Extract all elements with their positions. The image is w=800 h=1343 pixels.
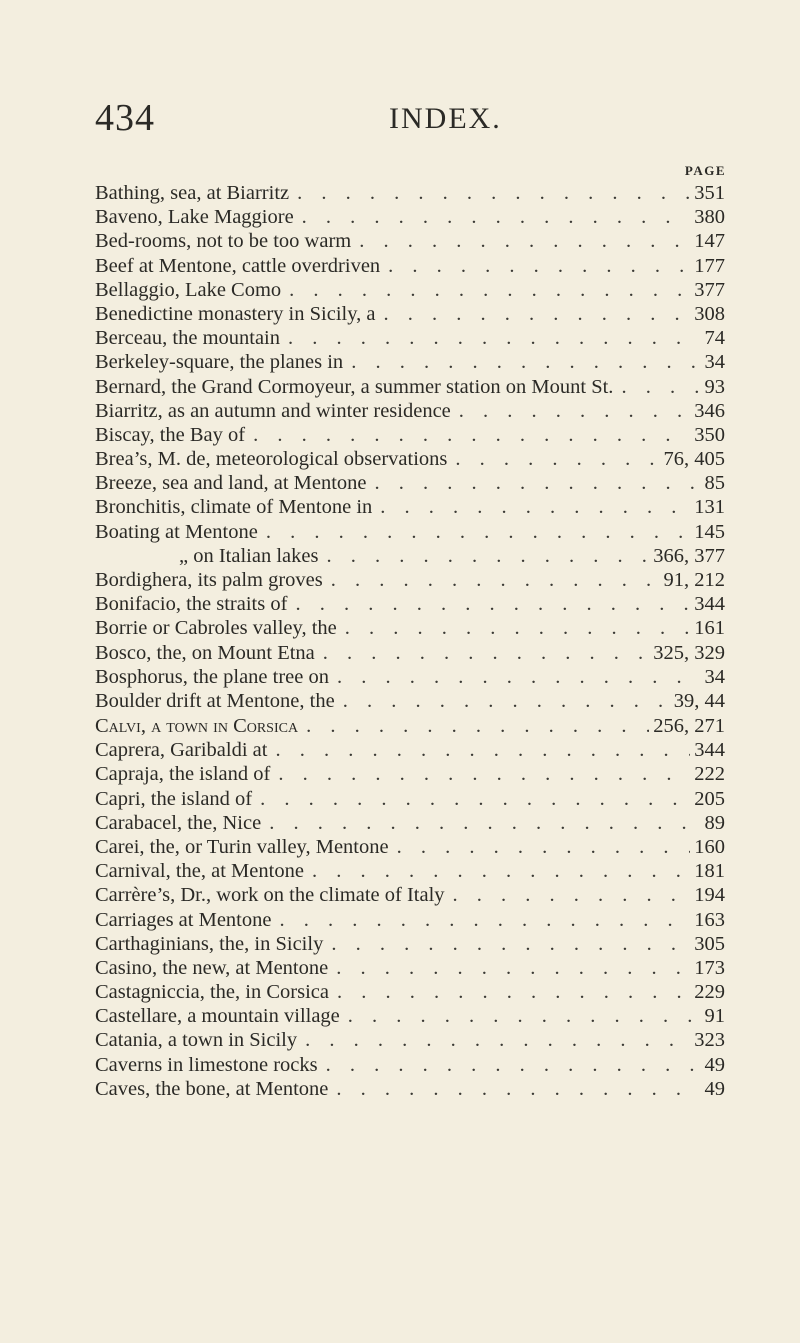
index-group-b [95, 181, 725, 713]
dot-leader [380, 495, 690, 519]
entry-text: Capraja, the island of [95, 763, 271, 786]
index-entry [95, 278, 725, 302]
dot-leader [312, 859, 690, 883]
entry-page: 194 [694, 884, 725, 907]
entry-text: Baveno, Lake Maggiore [95, 206, 294, 229]
dot-leader [253, 423, 690, 447]
dot-leader [336, 956, 690, 980]
entry-page: 229 [694, 981, 725, 1004]
dot-leader [289, 278, 690, 302]
entry-text: „ on Italian lakes [179, 544, 319, 567]
dot-leader [345, 616, 691, 640]
entry-text: Berceau, the mountain [95, 327, 281, 350]
entry-page: 380 [694, 206, 725, 229]
entry-text: Caprera, Garibaldi at [95, 739, 268, 762]
entry-page: 93 [704, 375, 725, 398]
entry-text: Bellaggio, Lake Como [95, 278, 282, 301]
dot-leader [351, 350, 700, 374]
entry-text: Calvi, a town in Corsica [95, 715, 299, 737]
entry-text: Boating at Mentone [95, 520, 258, 543]
dot-leader [278, 762, 690, 786]
dot-leader [331, 568, 660, 592]
index-entry [95, 1053, 725, 1077]
dot-leader [331, 932, 690, 956]
entry-page: 308 [694, 302, 725, 325]
entry-text: Bed-rooms, not to be too warm [95, 230, 352, 253]
index-entry [95, 665, 725, 689]
entry-page: 91 [704, 1005, 725, 1028]
dot-leader [260, 787, 690, 811]
page-column-label: PAGE [684, 163, 726, 178]
dot-leader [348, 1004, 701, 1028]
entry-page: 344 [694, 593, 725, 616]
index-entry [95, 1004, 725, 1028]
entry-page: 76, 405 [663, 448, 725, 471]
entry-page: 49 [704, 1077, 725, 1100]
entry-page: 325, 329 [653, 641, 725, 664]
dot-leader [266, 520, 690, 544]
entry-text: Carthaginians, the, in Sicily [95, 932, 324, 955]
index-entry [95, 859, 725, 883]
entry-page: 49 [704, 1053, 725, 1076]
index-entry [95, 641, 725, 665]
entry-page: 222 [694, 763, 725, 786]
entry-text: Carriages at Mentone [95, 908, 272, 931]
dot-leader [269, 811, 700, 835]
entry-text: Boulder drift at Mentone, the [95, 689, 335, 712]
index-entry [95, 520, 725, 544]
dot-leader [397, 835, 691, 859]
dot-leader [288, 326, 700, 350]
entry-page: 34 [704, 351, 725, 374]
dot-leader [305, 1028, 690, 1052]
entry-page: 173 [694, 956, 725, 979]
entry-text: Borrie or Cabroles valley, the [95, 617, 337, 640]
entry-page: 85 [704, 472, 725, 495]
dot-leader [453, 883, 691, 907]
entry-text: Biscay, the Bay of [95, 423, 246, 446]
index-entry [95, 568, 725, 592]
entry-text: Bosphorus, the plane tree on [95, 665, 329, 688]
dot-leader [323, 641, 649, 665]
entry-page: 163 [694, 908, 725, 931]
index-entry [95, 399, 725, 423]
entry-text: Casino, the new, at Mentone [95, 956, 329, 979]
entry-text: Biarritz, as an autumn and winter residence [95, 399, 451, 422]
dot-leader [337, 665, 701, 689]
dot-leader [279, 908, 690, 932]
dot-leader [326, 544, 649, 568]
entry-page: 39, 44 [673, 689, 725, 712]
dot-leader [297, 181, 690, 205]
entry-page: 344 [694, 739, 725, 762]
dot-leader [621, 375, 700, 399]
index-entry [95, 205, 725, 229]
page-number: 434 [95, 97, 155, 139]
index-entry [95, 1077, 725, 1101]
dot-leader [383, 302, 690, 326]
index-entry [95, 423, 725, 447]
entry-page: 161 [694, 617, 725, 640]
index-entry [95, 811, 725, 835]
entry-page: 91, 212 [663, 569, 725, 591]
index-entry [95, 932, 725, 956]
dot-leader [306, 714, 649, 738]
index-entry [95, 835, 725, 859]
index-entry [95, 326, 725, 350]
index-entry [95, 908, 725, 932]
dot-leader [455, 447, 659, 471]
entry-text: Berkeley-square, the planes in [95, 351, 344, 374]
entry-text: Brea’s, M. de, meteorological observations [95, 448, 448, 471]
entry-text: Carabacel, the, Nice [95, 811, 262, 834]
index-entry [95, 714, 725, 738]
entry-text: Carrère’s, Dr., work on the climate of Italy [95, 884, 445, 907]
index-entry [95, 181, 725, 205]
index-group-c [95, 714, 725, 1101]
entry-page: 74 [704, 327, 725, 350]
entry-text: Castellare, a mountain village [95, 1005, 340, 1028]
entry-text: Bronchitis, climate of Mentone in [95, 496, 373, 519]
index-entry [95, 689, 725, 713]
entry-text: Carei, the, or Turin valley, Mentone [95, 835, 389, 858]
running-head: INDEX. [389, 102, 502, 135]
entry-text: Caverns in limestone rocks [95, 1053, 318, 1076]
index-entry [95, 229, 725, 253]
dot-leader [302, 205, 691, 229]
dot-leader [359, 229, 690, 253]
index-entry [95, 738, 725, 762]
entry-page: 181 [694, 860, 725, 883]
index-entry [95, 616, 725, 640]
index-entry [95, 544, 725, 568]
entry-page: 351 [694, 182, 725, 204]
index-entry [95, 592, 725, 616]
entry-text: Benedictine monastery in Sicily, a [95, 302, 376, 325]
entry-text: Castagniccia, the, in Corsica [95, 981, 329, 1004]
index-entry [95, 495, 725, 519]
dot-leader [375, 471, 701, 495]
entry-text: Bosco, the, on Mount Etna [95, 641, 315, 664]
entry-page: 147 [694, 230, 725, 253]
entry-page: 205 [694, 787, 725, 810]
entry-page: 89 [704, 811, 725, 834]
entry-text: Carnival, the, at Mentone [95, 860, 304, 883]
entry-text: Capri, the island of [95, 787, 253, 810]
entry-text: Caves, the bone, at Mentone [95, 1077, 329, 1100]
entry-page: 305 [694, 932, 725, 955]
index-entry [95, 883, 725, 907]
dot-leader [326, 1053, 701, 1077]
index-entry [95, 1028, 725, 1052]
entry-page: 323 [694, 1029, 725, 1052]
entry-page: 366, 377 [653, 544, 725, 567]
entry-text: Bernard, the Grand Cormoyeur, a summer station on Mount St. [95, 375, 614, 398]
entry-page: 145 [694, 520, 725, 543]
entry-text: Beef at Mentone, cattle overdriven [95, 254, 381, 277]
index-entry [95, 254, 725, 278]
dot-leader [388, 254, 690, 278]
dot-leader [343, 689, 670, 713]
entry-text: Bordighera, its palm groves [95, 569, 323, 591]
entry-text: Breeze, sea and land, at Mentone [95, 472, 367, 495]
index-entry [95, 762, 725, 786]
index-entry [95, 350, 725, 374]
dot-leader [275, 738, 690, 762]
index-entry [95, 787, 725, 811]
dot-leader [336, 1077, 700, 1101]
index-entry [95, 447, 725, 471]
index-entry [95, 980, 725, 1004]
entry-page: 256, 271 [653, 715, 725, 737]
entry-page: 160 [694, 835, 725, 858]
page-header [0, 96, 800, 146]
entry-page: 131 [694, 496, 725, 519]
entry-text: Bonifacio, the straits of [95, 593, 288, 616]
dot-leader [337, 980, 690, 1004]
entry-page: 177 [694, 254, 725, 277]
entry-page: 34 [704, 665, 725, 688]
entry-text: Catania, a town in Sicily [95, 1029, 298, 1052]
dot-leader [459, 399, 690, 423]
entry-page: 377 [694, 278, 725, 301]
index-entry [95, 302, 725, 326]
index-entry [95, 375, 725, 399]
dot-leader [295, 592, 690, 616]
entry-page: 346 [694, 399, 725, 422]
entry-text: Bathing, sea, at Biarritz [95, 182, 290, 204]
entry-page: 350 [694, 423, 725, 446]
index-entry [95, 956, 725, 980]
index-entry [95, 471, 725, 495]
